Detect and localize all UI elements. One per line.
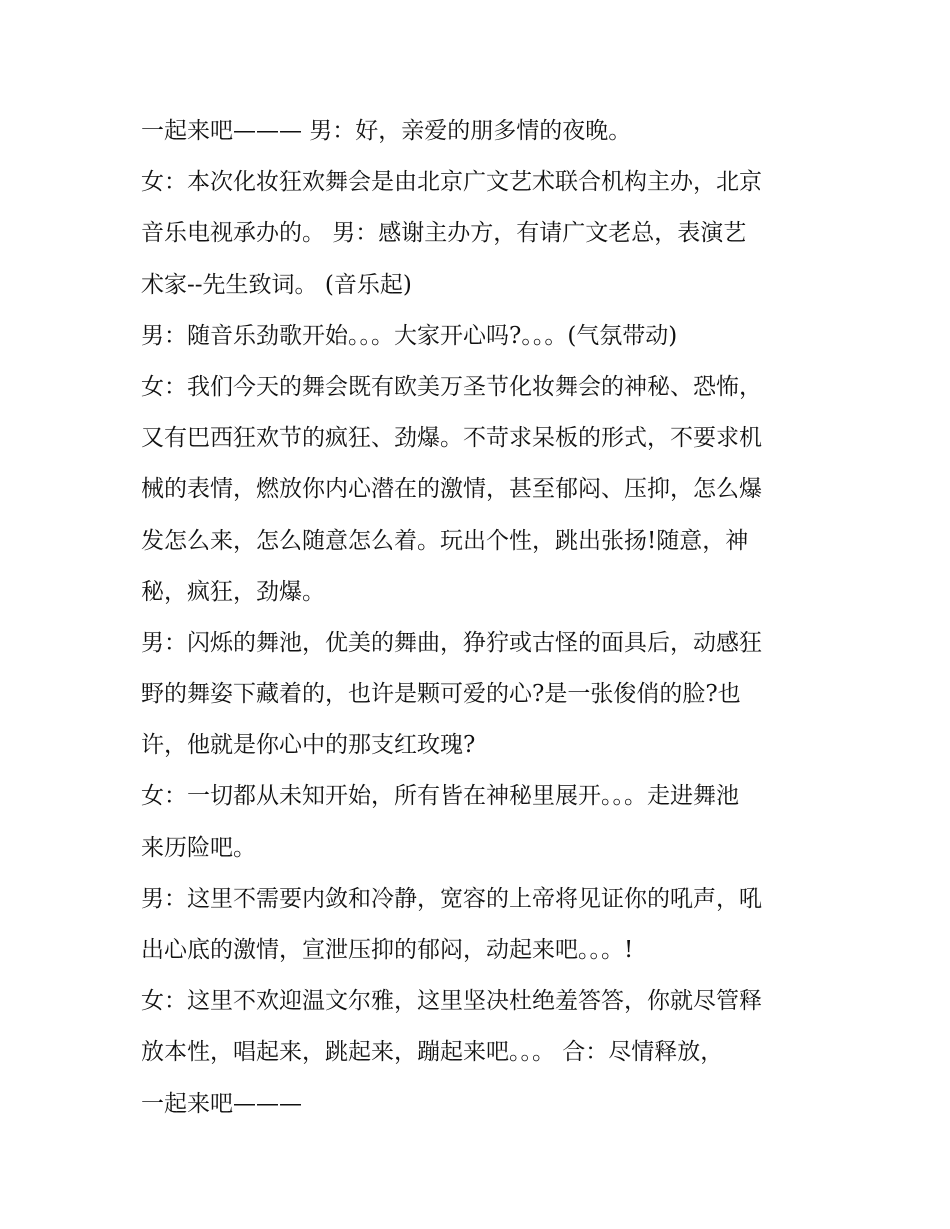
text-line: 女：这里不欢迎温文尔雅，这里坚决杜绝羞答答，你就尽管释 (141, 988, 762, 1015)
text-line: 男：这里不需要内敛和冷静，宽容的上帝将见证你的吼声，吼 (141, 885, 762, 912)
text-line: 野的舞姿下藏着的，也许是颗可爱的心?是一张俊俏的脸?也 (141, 681, 741, 708)
text-line: 一起来吧——— (141, 1090, 302, 1117)
text-line: 女：我们今天的舞会既有欧美万圣节化妆舞会的神秘、恐怖， (141, 373, 762, 400)
text-line: 男：随音乐劲歌开始。。。大家开心吗?。。。(气氛带动) (141, 322, 678, 349)
text-line: 发怎么来，怎么随意怎么着。玩出个性，跳出张扬!随意，神 (141, 527, 749, 554)
text-line: 女：一切都从未知开始，所有皆在神秘里展开。。。走进舞池 (141, 783, 739, 810)
text-line: 械的表情，燃放你内心潜在的激情，甚至郁闷、压抑，怎么爆 (141, 476, 762, 503)
text-line: 女：本次化妆狂欢舞会是由北京广文艺术联合机构主办，北京 (141, 169, 762, 196)
text-line: 又有巴西狂欢节的疯狂、劲爆。不苛求呆板的形式，不要求机 (141, 425, 762, 452)
text-line: 男：闪烁的舞池，优美的舞曲，狰狞或古怪的面具后，动感狂 (141, 629, 762, 656)
text-line: 来历险吧。 (141, 834, 256, 861)
document-body (141, 106, 817, 1130)
text-line: 一起来吧——— 男：好，亲爱的朋多情的夜晚。 (141, 118, 632, 144)
text-line: 出心底的激情，宣泄压抑的郁闷，动起来吧。。。! (141, 937, 634, 963)
text-line: 秘，疯狂，劲爆。 (141, 578, 325, 605)
text-line: 放本性，唱起来，跳起来，蹦起来吧。。。 合：尽情释放， (141, 1039, 724, 1066)
text-line: 许，他就是你心中的那支红玫瑰? (141, 732, 476, 759)
text-line: 术家--先生致词。 (音乐起) (141, 271, 412, 298)
text-line: 音乐电视承办的。 男：感谢主办方，有请广文老总，表演艺 (141, 220, 747, 247)
